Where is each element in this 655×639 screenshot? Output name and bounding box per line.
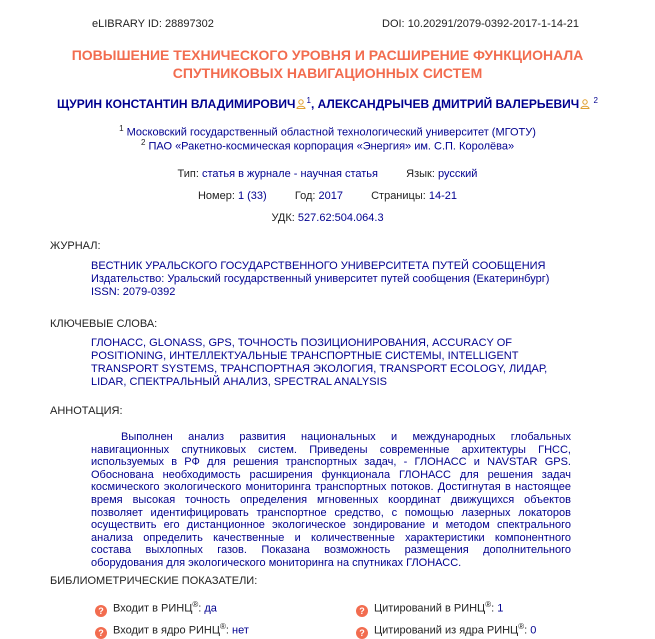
author-link[interactable]: АЛЕКСАНДРЫЧЕВ ДМИТРИЙ ВАЛЕРЬЕВИЧ (317, 97, 580, 111)
doi-label: DOI: (382, 18, 405, 30)
biblio-label: Входит в ядро РИНЦ (113, 624, 221, 637)
reg-mark: ® (192, 600, 199, 609)
doi (382, 18, 579, 30)
author-profile-icon[interactable] (296, 99, 306, 109)
elibrary-id (92, 18, 214, 30)
year-label: Год: (294, 190, 316, 202)
udk-label: УДК: (271, 212, 295, 224)
publisher-value: Уральский государственный университет путей сообщения (Екатеринбург) (167, 273, 550, 285)
number-label: Номер: (197, 190, 235, 202)
biblio-heading: БИБЛИОМЕТРИЧЕСКИЕ ПОКАЗАТЕЛИ: (50, 575, 258, 587)
keyword-link[interactable]: ACCURACY OF POSITIONING (91, 337, 513, 362)
biblio-row-rinc: ? Входит в РИНЦ®: да (95, 600, 217, 617)
udk-line (0, 212, 655, 224)
biblio-value: 0 (530, 624, 537, 637)
affiliation (0, 138, 655, 153)
keyword-link[interactable]: INTELLIGENT TRANSPORT SYSTEMS (91, 350, 519, 375)
pages-label: Страницы: (371, 190, 426, 202)
lang-value: русский (437, 168, 478, 180)
biblio-row-core-citations: ? Цитирований из ядра РИНЦ®: 0 (356, 622, 536, 639)
elibrary-id-value: 28897302 (164, 18, 214, 30)
affiliation-link[interactable]: ПАО «Ракетно-космическая корпорация «Энергия» им. С.П. Королёва» (148, 140, 515, 153)
authors: ЩУРИН КОНСТАНТИН ВЛАДИМИРОВИЧ $^1$, АЛЕКСАНДРЫЧЕВ ДМИТРИЙ ВАЛЕРЬЕВИЧ $^2$ (57, 96, 598, 111)
biblio-label: Цитирований из ядра РИНЦ (374, 624, 519, 637)
year-value: 2017 (318, 190, 343, 202)
article-title-line1: ПОВЫШЕНИЕ ТЕХНИЧЕСКОГО УРОВНЯ И РАСШИРЕНИЕ ФУНКЦИОНАЛА (71, 47, 584, 63)
abstract-text: Выполнен анализ развития национальных и международных глобальных навигационных спутниковых систем. Приведены современные архитектуры ГНСС, используемых в РФ для решения транспортных задач, - ГЛОНАСС и NAVSTAR GPS. Обоснована необходимость расширения функционала ГЛОНАСС для решения задач космического экологического мониторинга транспортных потоков. Достигнутая в настоящее время высокая точность определения мгновенных координат движущихся объектов позволяет идентифицировать транспортное средство, с помощью лазерных локаторов осуществить его дистанционное экологическое зондирование и методом спектрального анализа определить качественные и количественные характеристики компонентного состава выхлопных газов. Показана возможность размещения дополнительного оборудования для экологического мониторинга на спутниках ГЛОНАСС. (91, 431, 571, 569)
journal-heading: ЖУРНАЛ: (50, 240, 101, 252)
biblio-row-citations: ? Цитирований в РИНЦ®: 1 (356, 600, 503, 617)
author-affil-sup: 1 (306, 96, 311, 105)
keyword-link[interactable]: LIDAR (91, 376, 124, 388)
keyword-link[interactable]: ИНТЕЛЛЕКТУАЛЬНЫЕ ТРАНСПОРТНЫЕ СИСТЕМЫ (169, 350, 442, 362)
biblio-label: Входит в РИНЦ (113, 602, 193, 615)
help-icon[interactable]: ? (356, 605, 368, 617)
biblio-value: нет (232, 624, 249, 637)
biblio-value[interactable]: 1 (497, 602, 504, 615)
number-value[interactable]: 1 (33) (237, 190, 267, 202)
abstract-heading: АННОТАЦИЯ: (50, 405, 123, 417)
type-value: статья в журнале - научная статья (202, 168, 378, 180)
author-profile-icon[interactable] (580, 99, 590, 109)
journal-block (91, 260, 571, 299)
keyword-link[interactable]: ЛИДАР (508, 363, 545, 375)
author-affil-sup: 2 (593, 96, 598, 105)
keyword-link[interactable]: ТОЧНОСТЬ ПОЗИЦИОНИРОВАНИЯ (237, 337, 427, 349)
help-icon[interactable]: ? (95, 627, 107, 639)
affiliation (0, 124, 655, 139)
journal-name-link[interactable]: ВЕСТНИК УРАЛЬСКОГО ГОСУДАРСТВЕННОГО УНИВЕРСИТЕТА ПУТЕЙ СООБЩЕНИЯ (91, 260, 546, 272)
help-icon[interactable]: ? (95, 605, 107, 617)
help-icon[interactable]: ? (356, 627, 368, 639)
udk-value: 527.62:504.064.3 (297, 212, 384, 224)
keywords-list: ГЛОНАСС, GLONASS, GPS, ТОЧНОСТЬ ПОЗИЦИОНИРОВАНИЯ, ACCURACY OF POSITIONING, ИНТЕЛЛЕКТУАЛЬНЫЕ ТРАНСПОРТНЫЕ СИСТЕМЫ, INTELLIGENT TRANSPORT SYSTEMS, ТРАНСПОРТНАЯ ЭКОЛОГИЯ, TRANSPORT ECOLOGY, ЛИДАР, LIDAR, СПЕКТРАЛЬНЫЙ АНАЛИЗ, SPECTRAL ANALYSIS (91, 337, 548, 388)
affiliation-link[interactable]: Московский государственный областной технологический университет (МГОТУ) (126, 126, 536, 139)
affiliation-num: 1 (119, 124, 124, 133)
keyword-link[interactable]: GLONASS (149, 337, 203, 349)
doi-value[interactable]: 10.20291/2079-0392-2017-1-14-21 (407, 18, 579, 30)
article-title (0, 46, 655, 82)
keyword-link[interactable]: TRANSPORT ECOLOGY (379, 363, 503, 375)
keyword-link[interactable]: SPECTRAL ANALYSIS (273, 376, 387, 388)
biblio-label: Цитирований в РИНЦ (374, 602, 486, 615)
lang-label: Язык: (406, 168, 435, 180)
keyword-link[interactable]: СПЕКТРАЛЬНЫЙ АНАЛИЗ (129, 376, 268, 388)
keywords-heading: КЛЮЧЕВЫЕ СЛОВА: (50, 318, 158, 330)
reg-mark: ® (220, 622, 226, 631)
keyword-link[interactable]: ГЛОНАСС (91, 337, 144, 349)
pages-value: 14-21 (428, 190, 457, 202)
article-type-line (0, 168, 655, 180)
biblio-row-core: ? Входит в ядро РИНЦ®: нет (95, 622, 249, 639)
reg-mark: ® (518, 622, 525, 631)
keyword-link[interactable]: ТРАНСПОРТНАЯ ЭКОЛОГИЯ (220, 363, 374, 375)
author-link[interactable]: ЩУРИН КОНСТАНТИН ВЛАДИМИРОВИЧ (57, 97, 296, 111)
reg-mark: ® (485, 600, 492, 609)
publisher-label: Издательство: (91, 273, 165, 285)
issue-line (0, 190, 655, 202)
affiliation-num: 2 (140, 138, 146, 147)
type-label: Тип: (177, 168, 199, 180)
article-title-line2: СПУТНИКОВЫХ НАВИГАЦИОННЫХ СИСТЕМ (172, 65, 483, 81)
biblio-value: да (204, 602, 217, 615)
issn-value: 2079-0392 (122, 286, 176, 298)
issn-label: ISSN: (91, 286, 120, 298)
elibrary-id-label: eLIBRARY ID: (92, 18, 162, 30)
keyword-link[interactable]: GPS (208, 337, 232, 349)
